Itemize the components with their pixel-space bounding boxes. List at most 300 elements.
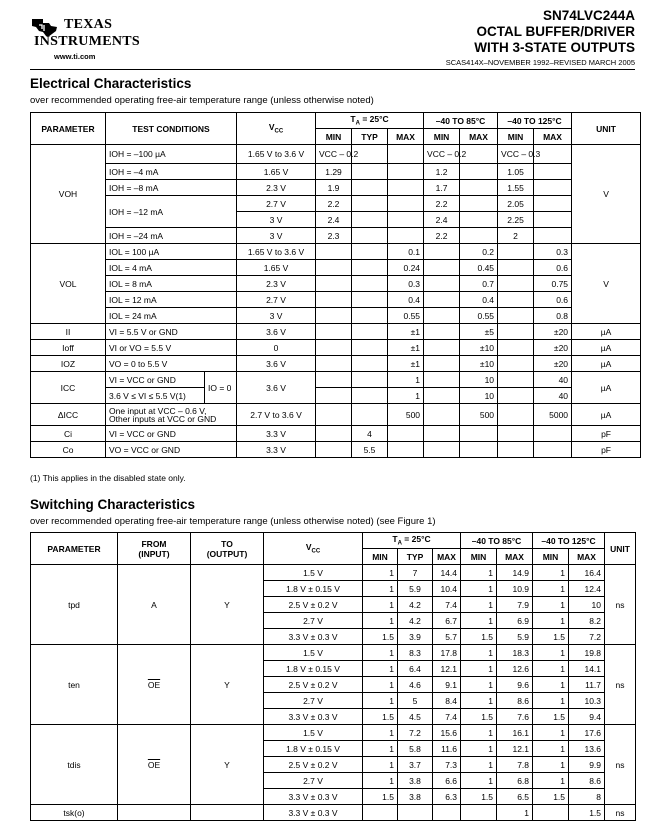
min-85c — [424, 276, 460, 292]
table-row — [31, 372, 641, 388]
col-unit: UNIT — [572, 113, 641, 145]
max-25c: 9.1 — [433, 677, 461, 693]
document-reference: SCAS414X–NOVEMBER 1992–REVISED MARCH 2005 — [445, 58, 635, 67]
test-condition: VO = VCC or GND — [106, 442, 237, 458]
col-max: MAX — [388, 129, 424, 145]
min-25c: 1.29 — [316, 164, 352, 180]
typ-25c — [352, 212, 388, 228]
max-25c: ±1 — [388, 324, 424, 340]
min-25c — [363, 805, 398, 821]
max-85c: 10.9 — [497, 581, 533, 597]
vcc-value: 3 V — [237, 212, 316, 228]
min-85c: 1 — [461, 597, 497, 613]
max-125c: 9.9 — [569, 757, 605, 773]
min-125c — [498, 276, 534, 292]
col-40-85: –40 TO 85°C — [424, 113, 498, 129]
col-test-conditions: TEST CONDITIONS — [106, 113, 237, 145]
min-125c: 1 — [533, 597, 569, 613]
max-25c: 0.3 — [388, 276, 424, 292]
test-condition: IOH = –100 µA — [106, 145, 237, 164]
vcc-value: 2.7 V — [264, 693, 363, 709]
max-25c: 7.3 — [433, 757, 461, 773]
max-25c: 15.6 — [433, 725, 461, 741]
col-to-output: TO (OUTPUT) — [191, 533, 264, 565]
max-25c: 1 — [388, 372, 424, 388]
typ-25c: 6.4 — [398, 661, 433, 677]
from-input — [118, 805, 191, 821]
header-rule — [30, 69, 635, 70]
col-max: MAX — [534, 129, 572, 145]
min-125c — [498, 308, 534, 324]
min-125c: 2 — [498, 228, 534, 244]
typ-25c: 7 — [398, 565, 433, 581]
electrical-heading: Electrical Characteristics — [30, 76, 192, 91]
col-max: MAX — [433, 549, 461, 565]
vcc-value: 3.6 V — [237, 372, 316, 404]
test-condition: IOL = 100 µA — [106, 244, 237, 260]
col-40-85: –40 TO 85°C — [461, 533, 533, 549]
max-85c — [460, 180, 498, 196]
min-125c: VCC – 0.3 — [498, 145, 534, 164]
min-25c: 1 — [363, 693, 398, 709]
max-125c: 0.6 — [534, 260, 572, 276]
min-25c: 1 — [363, 677, 398, 693]
min-85c: 1 — [461, 581, 497, 597]
min-25c: 1 — [363, 773, 398, 789]
min-125c: 1 — [533, 613, 569, 629]
min-85c — [424, 372, 460, 388]
max-85c: 6.9 — [497, 613, 533, 629]
vcc-value: 1.5 V — [264, 645, 363, 661]
max-85c: 9.6 — [497, 677, 533, 693]
max-85c: 14.9 — [497, 565, 533, 581]
typ-25c: 5 — [398, 693, 433, 709]
vcc-value: 1.5 V — [264, 565, 363, 581]
min-25c — [316, 372, 352, 388]
vcc-value: 2.7 V — [264, 773, 363, 789]
col-min: MIN — [363, 549, 398, 565]
col-parameter: PARAMETER — [31, 533, 118, 565]
unit: V — [572, 145, 641, 244]
typ-25c: 4 — [352, 426, 388, 442]
typ-25c — [352, 196, 388, 212]
max-85c — [460, 426, 498, 442]
table-row — [31, 340, 641, 356]
table-row — [31, 196, 641, 212]
vcc-value: 1.8 V ± 0.15 V — [264, 581, 363, 597]
max-125c: ±20 — [534, 340, 572, 356]
max-25c — [388, 196, 424, 212]
vcc-value: 3.3 V — [237, 426, 316, 442]
table-row — [31, 426, 641, 442]
param-delta-icc: ΔICC — [31, 404, 106, 426]
param-ii: II — [31, 324, 106, 340]
min-85c: 2.2 — [424, 196, 460, 212]
typ-25c — [352, 260, 388, 276]
logo-text-instruments: INSTRUMENTS — [34, 34, 140, 49]
min-85c: 1 — [461, 565, 497, 581]
footnote: (1) This applies in the disabled state only. — [30, 473, 186, 483]
test-condition: VI = VCC or GND — [106, 426, 237, 442]
min-85c — [424, 356, 460, 372]
to-output: Y — [191, 645, 264, 725]
max-25c: 6.7 — [433, 613, 461, 629]
min-85c: 1 — [461, 613, 497, 629]
min-85c: 1 — [461, 661, 497, 677]
max-125c: 13.6 — [569, 741, 605, 757]
min-85c: 1 — [461, 773, 497, 789]
min-85c: 1.2 — [424, 164, 460, 180]
min-125c — [498, 356, 534, 372]
vcc-value: 1.8 V ± 0.15 V — [264, 661, 363, 677]
typ-25c — [352, 276, 388, 292]
typ-25c: 8.3 — [398, 645, 433, 661]
min-125c — [498, 388, 534, 404]
max-85c: 6.8 — [497, 773, 533, 789]
typ-25c: 4.6 — [398, 677, 433, 693]
col-min: MIN — [424, 129, 460, 145]
max-85c: ±5 — [460, 324, 498, 340]
typ-25c — [352, 164, 388, 180]
max-85c: 500 — [460, 404, 498, 426]
vcc-value: 0 — [237, 340, 316, 356]
typ-25c — [352, 228, 388, 244]
col-unit: UNIT — [605, 533, 636, 565]
min-85c: 1.5 — [461, 789, 497, 805]
min-85c: 1.7 — [424, 180, 460, 196]
min-85c — [424, 292, 460, 308]
test-condition: IOH = –24 mA — [106, 228, 237, 244]
vcc-value: 1.8 V ± 0.15 V — [264, 741, 363, 757]
max-85c — [460, 212, 498, 228]
min-85c: 1 — [461, 741, 497, 757]
max-85c: 10 — [460, 388, 498, 404]
max-85c — [460, 228, 498, 244]
vcc-value: 3.6 V — [237, 324, 316, 340]
test-condition: VI or VO = 5.5 V — [106, 340, 237, 356]
typ-25c: 3.8 — [398, 773, 433, 789]
min-125c: 1.05 — [498, 164, 534, 180]
vcc-value: 2.5 V ± 0.2 V — [264, 597, 363, 613]
min-125c: 1.5 — [533, 789, 569, 805]
min-125c: 1 — [533, 677, 569, 693]
min-25c — [316, 276, 352, 292]
max-85c: 8.6 — [497, 693, 533, 709]
test-condition: IOL = 12 mA — [106, 292, 237, 308]
typ-25c — [352, 388, 388, 404]
min-85c — [424, 308, 460, 324]
max-85c: 12.6 — [497, 661, 533, 677]
vcc-value: 3 V — [237, 308, 316, 324]
vcc-value: 3.3 V — [237, 442, 316, 458]
max-25c — [388, 228, 424, 244]
max-25c — [388, 426, 424, 442]
max-25c — [388, 180, 424, 196]
min-85c: 1 — [461, 693, 497, 709]
table-row — [31, 725, 636, 741]
min-25c: 1.9 — [316, 180, 352, 196]
vcc-value: 3.3 V ± 0.3 V — [264, 805, 363, 821]
test-condition: IOH = –4 mA — [106, 164, 237, 180]
min-125c — [533, 805, 569, 821]
test-condition: IOH = –12 mA — [106, 196, 237, 228]
max-85c: 6.5 — [497, 789, 533, 805]
unit: µA — [572, 356, 641, 372]
io-condition: IO = 0 — [205, 372, 237, 404]
max-125c: 8.2 — [569, 613, 605, 629]
min-85c: 2.2 — [424, 228, 460, 244]
max-85c: 0.4 — [460, 292, 498, 308]
param-ioz: IOZ — [31, 356, 106, 372]
param-ten: ten — [31, 645, 118, 725]
vcc-value: 2.5 V ± 0.2 V — [264, 757, 363, 773]
table-row — [31, 404, 641, 426]
max-25c: 1 — [388, 388, 424, 404]
vcc-value: 2.3 V — [237, 180, 316, 196]
typ-25c: 4.2 — [398, 597, 433, 613]
param-voh: VOH — [31, 145, 106, 244]
electrical-subtitle: over recommended operating free-air temperature range (unless otherwise noted) — [30, 95, 374, 106]
max-125c — [534, 426, 572, 442]
min-25c — [316, 292, 352, 308]
min-125c: 1 — [533, 693, 569, 709]
param-tdis: tdis — [31, 725, 118, 805]
min-125c: 1 — [533, 565, 569, 581]
vcc-value: 3.6 V — [237, 356, 316, 372]
min-25c: 1.5 — [363, 789, 398, 805]
max-85c: 1 — [497, 805, 533, 821]
typ-25c — [352, 244, 388, 260]
min-125c: 1 — [533, 645, 569, 661]
max-125c — [534, 180, 572, 196]
vcc-value: 1.65 V to 3.6 V — [237, 244, 316, 260]
unit: µA — [572, 324, 641, 340]
min-85c — [424, 324, 460, 340]
min-125c: 1 — [533, 757, 569, 773]
typ-25c — [352, 356, 388, 372]
min-85c — [424, 442, 460, 458]
max-125c: 0.75 — [534, 276, 572, 292]
vcc-value: 2.7 V — [264, 613, 363, 629]
min-85c: 1.5 — [461, 709, 497, 725]
max-25c: ±1 — [388, 356, 424, 372]
typ-25c: 5.8 — [398, 741, 433, 757]
to-output: Y — [191, 565, 264, 645]
vcc-value: 2.7 V — [237, 292, 316, 308]
logo-text-texas: TEXAS — [64, 17, 113, 32]
max-25c: 0.55 — [388, 308, 424, 324]
max-125c: 11.7 — [569, 677, 605, 693]
min-125c: 1.55 — [498, 180, 534, 196]
ti-logo — [30, 14, 140, 64]
max-85c: ±10 — [460, 340, 498, 356]
vcc-value: 3 V — [237, 228, 316, 244]
max-125c: 12.4 — [569, 581, 605, 597]
typ-25c: 7.2 — [398, 725, 433, 741]
vcc-value: 1.65 V — [237, 164, 316, 180]
test-condition: IOL = 24 mA — [106, 308, 237, 324]
min-125c: 2.05 — [498, 196, 534, 212]
min-25c: 1 — [363, 645, 398, 661]
min-125c — [498, 324, 534, 340]
max-85c — [460, 442, 498, 458]
max-25c: 500 — [388, 404, 424, 426]
min-125c — [498, 404, 534, 426]
max-125c: 7.2 — [569, 629, 605, 645]
min-25c — [316, 308, 352, 324]
max-85c: 0.2 — [460, 244, 498, 260]
col-min: MIN — [498, 129, 534, 145]
to-output — [191, 805, 264, 821]
col-max: MAX — [460, 129, 498, 145]
min-25c: 2.2 — [316, 196, 352, 212]
max-125c — [534, 164, 572, 180]
test-condition: VO = 0 to 5.5 V — [106, 356, 237, 372]
min-25c: 1 — [363, 597, 398, 613]
min-125c: 1.5 — [533, 629, 569, 645]
max-125c: ±20 — [534, 356, 572, 372]
max-25c: 5.7 — [433, 629, 461, 645]
param-tsko: tsk(o) — [31, 805, 118, 821]
max-125c: 17.6 — [569, 725, 605, 741]
unit: ns — [605, 645, 636, 725]
min-125c — [498, 244, 534, 260]
unit: ns — [605, 725, 636, 805]
max-25c: 14.4 — [433, 565, 461, 581]
max-125c: ±20 — [534, 324, 572, 340]
min-25c: 1 — [363, 725, 398, 741]
min-85c: 1 — [461, 677, 497, 693]
max-125c: 40 — [534, 372, 572, 388]
vcc-value: 2.7 V to 3.6 V — [237, 404, 316, 426]
table-row — [31, 565, 636, 581]
min-25c: 2.4 — [316, 212, 352, 228]
vcc-value: 2.5 V ± 0.2 V — [264, 677, 363, 693]
param-co: Co — [31, 442, 106, 458]
max-125c: 9.4 — [569, 709, 605, 725]
max-85c: 0.55 — [460, 308, 498, 324]
max-85c: 18.3 — [497, 645, 533, 661]
min-85c — [461, 805, 497, 821]
min-25c — [316, 442, 352, 458]
min-125c: 1 — [533, 661, 569, 677]
max-25c — [388, 145, 424, 164]
electrical-table — [30, 112, 641, 458]
col-max: MAX — [569, 549, 605, 565]
table-row — [31, 228, 641, 244]
switching-table — [30, 532, 636, 821]
unit: pF — [572, 426, 641, 442]
min-125c — [498, 372, 534, 388]
max-85c: ±10 — [460, 356, 498, 372]
col-vcc: $V_{CC}$ — [237, 113, 316, 145]
col-ta-25: $T_A = 25^\circ C$ — [316, 113, 424, 129]
min-25c: 1.5 — [363, 629, 398, 645]
min-25c: 1.5 — [363, 709, 398, 725]
table-row — [31, 388, 641, 404]
min-85c — [424, 340, 460, 356]
table-row — [31, 805, 636, 821]
min-125c — [498, 260, 534, 276]
test-condition — [106, 404, 237, 426]
typ-25c — [352, 372, 388, 388]
table-row — [31, 260, 641, 276]
max-25c: 7.4 — [433, 597, 461, 613]
max-125c: 8.6 — [569, 773, 605, 789]
max-125c: 0.6 — [534, 292, 572, 308]
max-85c: 7.9 — [497, 597, 533, 613]
typ-25c: 3.7 — [398, 757, 433, 773]
max-85c: 10 — [460, 372, 498, 388]
min-25c: 1 — [363, 565, 398, 581]
test-condition: IOL = 8 mA — [106, 276, 237, 292]
max-125c — [534, 196, 572, 212]
typ-25c: 5.5 — [352, 442, 388, 458]
param-ioff: Ioff — [31, 340, 106, 356]
col-min: MIN — [533, 549, 569, 565]
min-125c: 1 — [533, 725, 569, 741]
col-vcc: $V_{CC}$ — [264, 533, 363, 565]
typ-25c: 3.8 — [398, 789, 433, 805]
unit: V — [572, 244, 641, 324]
col-min: MIN — [461, 549, 497, 565]
test-condition: VI = VCC or GND — [106, 372, 205, 388]
min-125c: 1 — [533, 581, 569, 597]
page-header — [0, 0, 661, 70]
max-25c: 0.4 — [388, 292, 424, 308]
col-ta-25: $T_A = 25^\circ C$ — [363, 533, 461, 549]
table-row — [31, 442, 641, 458]
max-85c: 16.1 — [497, 725, 533, 741]
col-40-125: –40 TO 125°C — [498, 113, 572, 129]
table-row — [31, 244, 641, 260]
typ-25c — [398, 805, 433, 821]
min-85c: VCC – 0.2 — [424, 145, 460, 164]
max-25c — [388, 212, 424, 228]
max-125c: 40 — [534, 388, 572, 404]
vcc-value: 3.3 V ± 0.3 V — [264, 789, 363, 805]
min-25c: 1 — [363, 613, 398, 629]
table-row — [31, 324, 641, 340]
vcc-value: 1.5 V — [264, 725, 363, 741]
col-max: MAX — [497, 549, 533, 565]
param-tpd: tpd — [31, 565, 118, 645]
min-25c — [316, 404, 352, 426]
max-125c: 1.5 — [569, 805, 605, 821]
col-typ: TYP — [352, 129, 388, 145]
part-number: SN74LVC244A — [542, 8, 635, 23]
param-ci: Ci — [31, 426, 106, 442]
vcc-value: 2.7 V — [237, 196, 316, 212]
from-input: $\overline{OE}$ — [118, 645, 191, 725]
min-85c: 2.4 — [424, 212, 460, 228]
min-125c: 1 — [533, 741, 569, 757]
unit: ns — [605, 565, 636, 645]
min-25c: 1 — [363, 757, 398, 773]
max-85c: 0.45 — [460, 260, 498, 276]
title-line-1: OCTAL BUFFER/DRIVER — [476, 24, 635, 39]
min-125c — [498, 292, 534, 308]
col-40-125: –40 TO 125°C — [533, 533, 605, 549]
max-85c: 7.6 — [497, 709, 533, 725]
table-row — [31, 292, 641, 308]
test-condition: IOL = 4 mA — [106, 260, 237, 276]
min-125c — [498, 426, 534, 442]
max-85c: 12.1 — [497, 741, 533, 757]
min-25c — [316, 324, 352, 340]
test-condition: VI = 5.5 V or GND — [106, 324, 237, 340]
typ-25c: 4.5 — [398, 709, 433, 725]
